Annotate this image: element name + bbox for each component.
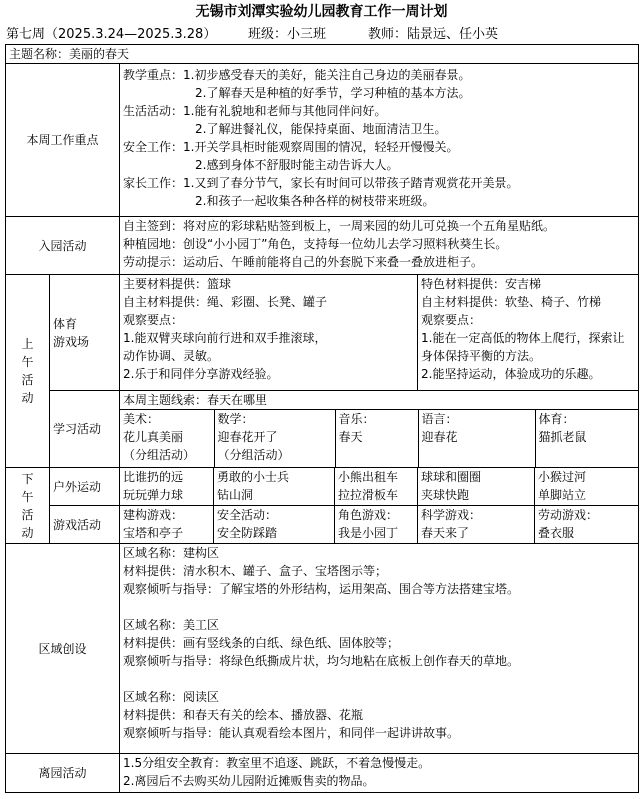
areas-content bbox=[120, 544, 639, 754]
sports-right-line: 身体保持平衡的方法。 bbox=[421, 349, 542, 363]
game-item-l2: 宝塔和亭子 bbox=[123, 526, 184, 540]
subject-name: 语言： bbox=[421, 412, 458, 426]
teacher-label: 教师：陆景远、任小英 bbox=[368, 27, 499, 42]
study-subject bbox=[214, 410, 335, 467]
outdoor-item-l1: 小猴过河 bbox=[538, 470, 587, 484]
sports-left bbox=[120, 275, 418, 391]
game-item bbox=[120, 506, 214, 544]
game-item-l2: 我是小园丁 bbox=[338, 526, 399, 540]
outdoor-item bbox=[214, 468, 335, 506]
sports-right-line: 特色材料提供：安吉梯 bbox=[421, 277, 542, 291]
safety-work-2: 2.感到身体不舒服时能主动告诉大人。 bbox=[195, 158, 399, 172]
study-content bbox=[120, 391, 639, 468]
outdoor-item-l1: 球球和圈圈 bbox=[421, 470, 482, 484]
subject-content: 猫抓老鼠 bbox=[538, 430, 587, 444]
teaching-focus-1: 教学重点：1.初步感受春天的美好，能关注自己身边的美丽春景。 bbox=[123, 68, 471, 82]
entry-row bbox=[6, 217, 639, 275]
sports-right-line: 2.能坚持运动，体验成功的乐趣。 bbox=[421, 367, 601, 381]
sports-right-line: 观察要点： bbox=[421, 313, 482, 327]
zone-materials: 材料提供：画有竖线条的白纸、绿色纸、固体胶等； bbox=[123, 636, 400, 650]
outdoor-item bbox=[120, 468, 214, 506]
game-item-l2: 叠衣服 bbox=[538, 526, 575, 540]
weekly-plan-table bbox=[5, 44, 639, 793]
life-activity-1: 生活活动：1.能有礼貌地和老师与其他同伴问好。 bbox=[123, 104, 387, 118]
game-item-l2: 春天来了 bbox=[421, 526, 470, 540]
sports-left-line: 动作协调、灵敏。 bbox=[123, 349, 220, 363]
work-focus-label: 本周工作重点 bbox=[6, 64, 120, 217]
outdoor-item-l2: 钻山洞 bbox=[217, 488, 254, 502]
game-item bbox=[535, 506, 639, 544]
sports-right bbox=[418, 275, 639, 391]
teaching-focus-2: 2.了解春天是种植的好季节，学习种植的基本方法。 bbox=[195, 86, 471, 100]
zone-materials: 材料提供：和春天有关的绘本、播放器、花瓶 bbox=[123, 708, 364, 722]
leave-row bbox=[6, 754, 639, 793]
subject-name: 音乐： bbox=[338, 412, 375, 426]
zone-guide: 观察倾听与指导：了解宝塔的外形结构，运用架高、围合等方法搭建宝塔。 bbox=[123, 582, 520, 596]
outdoor-item-l1: 比谁扔的远 bbox=[123, 470, 184, 484]
study-subject bbox=[535, 410, 638, 467]
subject-content: 迎春花 bbox=[421, 430, 458, 444]
game-item-l1: 建构游戏： bbox=[123, 508, 184, 522]
entry-sign-in: 自主签到：将对应的彩球粘贴签到板上，一周来园的幼儿可兑换一个五角星贴纸。 bbox=[123, 219, 556, 233]
study-subject bbox=[418, 410, 535, 467]
game-item-l1: 劳动游戏： bbox=[538, 508, 599, 522]
leave-line-2: 2.离园后不去购买幼儿园附近摊贩售卖的物品。 bbox=[123, 774, 375, 788]
subject-name: 美术： bbox=[123, 412, 160, 426]
afternoon-label bbox=[6, 468, 50, 544]
areas-row bbox=[6, 544, 639, 754]
zone-guide: 观察倾听与指导：能认真观看绘本图片，和同伴一起讲讲故事。 bbox=[123, 726, 460, 740]
subject-note: （分组活动） bbox=[217, 448, 290, 462]
work-focus-row bbox=[6, 64, 639, 217]
game-item bbox=[214, 506, 335, 544]
morning-label-text: 上午活动 bbox=[21, 337, 34, 405]
afternoon-label-text: 下午活动 bbox=[21, 471, 34, 540]
sports-label bbox=[50, 275, 120, 391]
work-focus-content bbox=[120, 64, 639, 217]
games-label: 游戏活动 bbox=[50, 506, 120, 544]
sports-left-line: 自主材料提供：绳、彩圈、长凳、罐子 bbox=[123, 295, 328, 309]
entry-label: 入园活动 bbox=[6, 217, 120, 275]
outdoor-item-l2: 玩玩弹力球 bbox=[123, 488, 184, 502]
parent-work-2: 2.和孩子一起收集各种各样的树枝带来班级。 bbox=[195, 194, 435, 208]
games-row bbox=[6, 506, 639, 544]
subject-content: 春天 bbox=[338, 430, 363, 444]
areas-label: 区域创设 bbox=[6, 544, 120, 754]
sports-left-line: 观察要点： bbox=[123, 313, 184, 327]
outdoor-item-l2: 单脚站立 bbox=[538, 488, 587, 502]
outdoor-item bbox=[418, 468, 535, 506]
entry-labor: 劳动提示：运动后、午睡前能将自己的外套脱下来叠一叠放进柜子。 bbox=[123, 255, 484, 269]
study-subject bbox=[120, 410, 214, 467]
study-subjects bbox=[120, 410, 638, 467]
sports-label-2: 游戏场 bbox=[53, 334, 90, 349]
game-item bbox=[418, 506, 535, 544]
subject-note: （分组活动） bbox=[123, 448, 196, 462]
game-item-l1: 安全活动： bbox=[217, 508, 278, 522]
sports-right-line: 1.能在一定高低的物体上爬行，探索让 bbox=[421, 331, 625, 345]
subject-name: 数学： bbox=[217, 412, 254, 426]
zone-name: 区域名称：阅读区 bbox=[123, 690, 220, 704]
subject-content: 花儿真美丽 bbox=[123, 430, 184, 444]
game-item-l1: 角色游戏： bbox=[338, 508, 399, 522]
entry-garden: 种植园地：创设“小小园丁”角色，支持每一位幼儿去学习照料秋葵生长。 bbox=[123, 237, 508, 251]
leave-label: 离园活动 bbox=[6, 754, 120, 793]
subject-content: 迎春花开了 bbox=[217, 430, 278, 444]
game-item-l2: 安全防踩踏 bbox=[217, 526, 278, 540]
safety-work-1: 安全工作：1.开关学具柜时能观察周围的情况，轻轻开慢慢关。 bbox=[123, 140, 459, 154]
outdoor-item-l1: 小熊出租车 bbox=[338, 470, 399, 484]
sports-left-line: 1.能双臂夹球向前行进和双手推滚球， bbox=[123, 331, 327, 345]
leave-content bbox=[120, 754, 639, 793]
week-info bbox=[6, 26, 498, 44]
morning-label bbox=[6, 275, 50, 468]
sports-label-1: 体育 bbox=[53, 316, 78, 331]
sports-row bbox=[6, 275, 639, 391]
subject-name: 体育： bbox=[538, 412, 575, 426]
zone-gap bbox=[123, 670, 635, 688]
study-clue: 本周主题线索：春天在哪里 bbox=[120, 391, 638, 410]
outdoor-item bbox=[335, 468, 418, 506]
week-label: 第七周（2025.3.24—2025.3.28） bbox=[6, 27, 217, 42]
theme-name: 主题名称：美丽的春天 bbox=[6, 45, 639, 64]
life-activity-2: 2.了解进餐礼仪，能保持桌面、地面清洁卫生。 bbox=[195, 122, 447, 136]
study-subject bbox=[335, 410, 418, 467]
sports-right-line: 自主材料提供：软垫、椅子、竹梯 bbox=[421, 295, 602, 309]
outdoor-item-l1: 勇敢的小士兵 bbox=[217, 470, 290, 484]
game-item bbox=[335, 506, 418, 544]
study-row bbox=[6, 391, 639, 468]
parent-work-1: 家长工作：1.又到了春分节气，家长有时间可以带孩子踏青观赏花开美景。 bbox=[123, 176, 519, 190]
zone-guide: 观察倾听与指导：将绿色纸撕成片状，均匀地粘在底板上创作春天的草地。 bbox=[123, 654, 520, 668]
zone-materials: 材料提供：清水积木、罐子、盒子、宝塔图示等； bbox=[123, 564, 388, 578]
page-title: 无锡市刘潭实验幼儿园教育工作一周计划 bbox=[195, 4, 448, 20]
sports-left-line: 主要材料提供：篮球 bbox=[123, 277, 232, 291]
entry-content bbox=[120, 217, 639, 275]
outdoor-label: 户外运动 bbox=[50, 468, 120, 506]
study-label: 学习活动 bbox=[50, 391, 120, 468]
leave-line-1: 1.5分组安全教育：教室里不追逐、跳跃，不着急慢慢走。 bbox=[123, 756, 431, 770]
outdoor-item-l2: 拉拉滑板车 bbox=[338, 488, 399, 502]
class-label: 班级：小三班 bbox=[248, 27, 327, 42]
sports-left-line: 2.乐于和同伴分享游戏经验。 bbox=[123, 367, 279, 381]
zone-name: 区域名称：建构区 bbox=[123, 546, 220, 560]
zone-name: 区域名称：美工区 bbox=[123, 618, 220, 632]
game-item-l1: 科学游戏： bbox=[421, 508, 482, 522]
outdoor-item-l2: 夹球快跑 bbox=[421, 488, 470, 502]
outdoor-row bbox=[6, 468, 639, 506]
zone-gap bbox=[123, 598, 635, 616]
outdoor-item bbox=[535, 468, 639, 506]
